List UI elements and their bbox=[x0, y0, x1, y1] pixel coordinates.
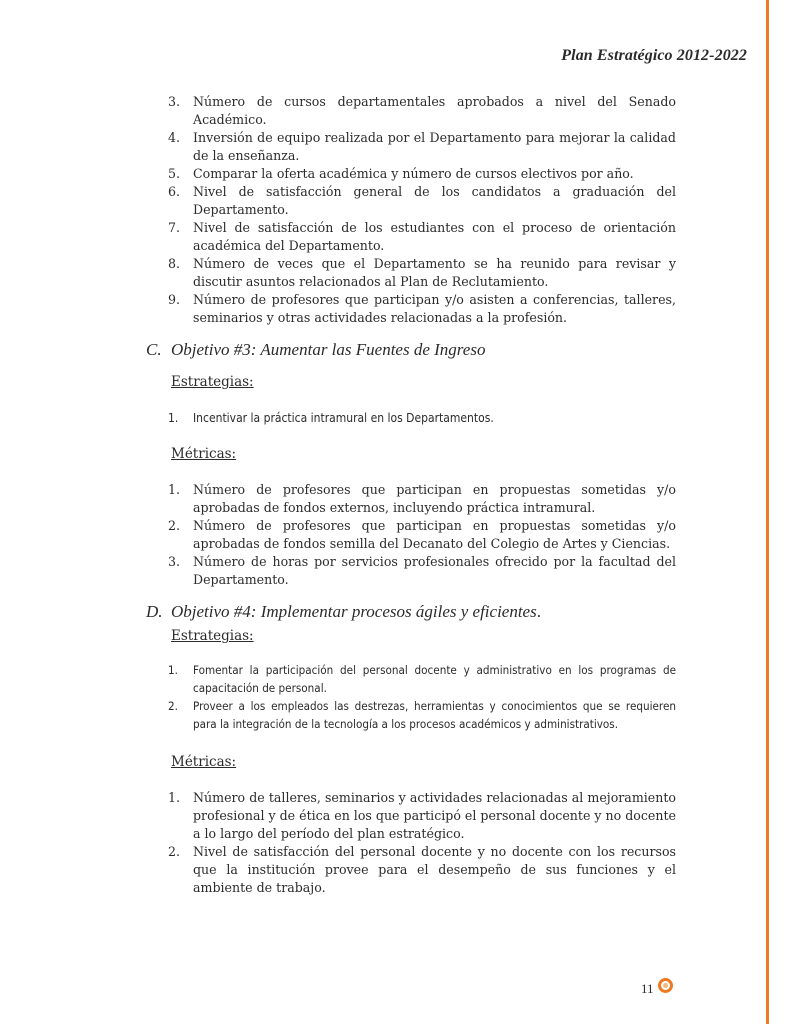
list-item: 1. Número de profesores que participan en propuestas sometidas y/o aprobadas de fondos externos, incluyendo práctica intramural. bbox=[168, 482, 676, 515]
list-item: 1. Incentivar la práctica intramural en los Departamentos. bbox=[168, 411, 494, 425]
section-d-heading: D. Objetivo #4: Implementar procesos ágiles y eficientes. bbox=[146, 602, 541, 621]
list-item: 4. Inversión de equipo realizada por el Departamento para mejorar la calidad de la enseñanza. bbox=[168, 130, 676, 163]
continued-metrics-list bbox=[146, 93, 676, 327]
section-c-strategies-list bbox=[146, 409, 676, 427]
page-content bbox=[146, 93, 676, 897]
list-item: 9. Número de profesores que participan y/o asisten a conferencias, talleres, seminarios y otras actividades relacionadas a la profesión. bbox=[168, 292, 676, 325]
section-c-strategies-label: Estrategias: bbox=[171, 374, 254, 390]
section-c-metrics-list bbox=[146, 481, 676, 589]
section-d-metrics-list bbox=[146, 789, 676, 897]
list-item: 6. Nivel de satisfacción general de los candidatos a graduación del Departamento. bbox=[168, 184, 676, 217]
section-c-metrics-label: Métricas: bbox=[171, 446, 237, 462]
page-header-title: Plan Estratégico 2012-2022 bbox=[561, 47, 747, 64]
section-d-strategies-label: Estrategias: bbox=[171, 628, 254, 644]
list-item: 2. Proveer a los empleados las destrezas, herramientas y conocimientos que se requieren para la integración de la tecnología a los procesos académicos y administrativos. bbox=[168, 699, 676, 731]
page-number: 11 bbox=[641, 981, 654, 996]
section-d-metrics-label: Métricas: bbox=[171, 754, 237, 770]
section-d-strategies-list bbox=[146, 661, 676, 733]
accent-bar bbox=[766, 0, 769, 1024]
list-item: 2. Nivel de satisfacción del personal docente y no docente con los recursos que la institución provee para el desempeño de sus funciones y el ambiente de trabajo. bbox=[168, 844, 676, 895]
section-c-heading: C. Objetivo #3: Aumentar las Fuentes de Ingreso bbox=[146, 340, 486, 359]
list-item: 3. Número de cursos departamentales aprobados a nivel del Senado Académico. bbox=[168, 94, 676, 127]
list-item: 3. Número de horas por servicios profesionales ofrecido por la facultad del Departamento. bbox=[168, 554, 676, 587]
list-item: 8. Número de veces que el Departamento se ha reunido para revisar y discutir asuntos relacionados al Plan de Reclutamiento. bbox=[168, 256, 676, 289]
list-item: 1. Número de talleres, seminarios y actividades relacionadas al mejoramiento profesional y de ética en los que participó el personal docente y no docente a lo largo del período del plan estratégico. bbox=[168, 790, 677, 841]
list-item: 2. Número de profesores que participan en propuestas sometidas y/o aprobadas de fondos semilla del Decanato del Colegio de Artes y Ciencias. bbox=[168, 518, 676, 551]
list-item: 1. Fomentar la participación del personal docente y administrativo en los programas de capacitación de personal. bbox=[168, 663, 676, 695]
page-ring-icon bbox=[658, 978, 673, 993]
list-item: 7. Nivel de satisfacción de los estudiantes con el proceso de orientación académica del Departamento. bbox=[168, 220, 676, 253]
list-item: 5. Comparar la oferta académica y número de cursos electivos por año. bbox=[168, 166, 634, 181]
